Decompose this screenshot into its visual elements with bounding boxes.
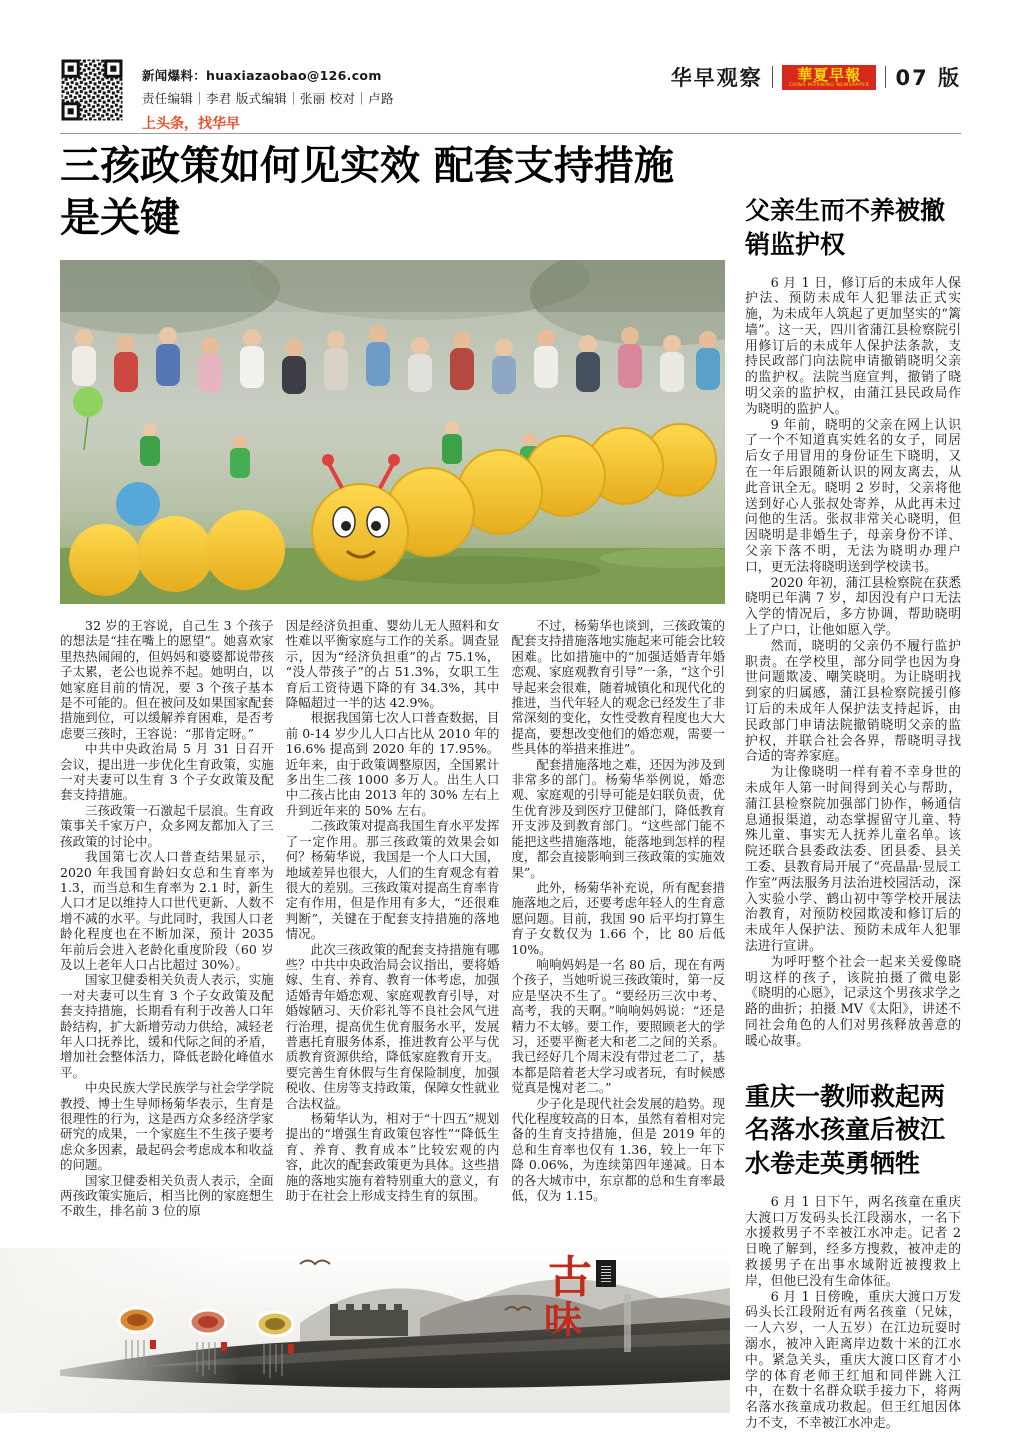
paragraph: 中共中央政治局 5 月 31 日召开会议，提出进一步优化生育政策，实施一对夫妻可以生育 3 个子女政策及配套支持措施。 bbox=[60, 741, 274, 803]
balloon bbox=[73, 387, 103, 417]
paragraph: 此外，杨菊华补充说，所有配套措施落地之后，还要考虑年轻人的生育意愿问题。目前，我国 90 后平均打算生育子女数仅为 1.66 个，比 80 后低 10%。 bbox=[511, 879, 725, 957]
paragraph: 32 岁的王容说，自己生 3 个孩子的想法是“挂在嘴上的愿望”。她喜欢家里热热闹闹的，但妈妈和婆婆都说带孩子太累，老公也说养不起。她明白，以她家庭目前的情况，要 3 个孩子基本是不可能的。但在被问及如果国家配套措施到位，可以缓解养育困难，是否考虑要三孩时，王容说：“那肯定呀。” bbox=[60, 618, 274, 741]
sidebar bbox=[745, 194, 961, 1432]
editors-line: 责任编辑｜李君 版式编辑｜张丽 校对｜卢路 bbox=[142, 91, 394, 106]
paragraph: 为呼吁整个社会一起来关爱像晓明这样的孩子，该院拍摄了微电影《晓明的心愿》，记录这个男孩求学之路的曲折；拍摄 MV《太阳》，讲述不同社会角色的人们对男孩释放善意的暖心故事。 bbox=[745, 954, 961, 1049]
article-column-1 bbox=[60, 618, 274, 1280]
paragraph: 国家卫健委相关负责人表示，实施一对夫妻可以生育 3 个子女政策及配套支持措施，长期看有利于改善人口年龄结构，扩大新增劳动力供给，减轻老年人口抚养比，缓和代际之间的矛盾，增加社会整体活力，降低老龄化峰值水平。 bbox=[60, 972, 274, 1080]
sidebar-article1-title: 父亲生而不养被撤销监护权 bbox=[745, 196, 946, 259]
divider bbox=[885, 66, 886, 88]
paragraph: 国家卫健委相关负责人表示，全面两孩政策实施后，相当比例的家庭想生不敢生，排名前 3 位的原 bbox=[60, 1172, 274, 1219]
paragraph: 6 月 1 日下午，两名孩童在重庆大渡口万发码头长江段溺水，一名下水援救男子不幸被江水冲走。记者 2 日晚了解到，经多方搜救，被冲走的救援男子在出事水域附近被搜救上岸，但他已没有生命体征。 bbox=[745, 1194, 961, 1289]
paragraph: 此次三孩政策的配套支持措施有哪些？中共中央政治局会议指出，要将婚嫁、生育、养育、教育一体考虑，加强适婚青年婚恋观、家庭观教育引导，对婚嫁陋习、天价彩礼等不良社会风气进行治理，提高优生优育服务水平，发展普惠托育服务体系，推进教育公平与优质教育资源供给，降低家庭教育开支。要完善生育休假与生育保险制度，加强税收、住房等支持政策，保障女性就业合法权益。 bbox=[285, 941, 500, 1111]
vertical-caption bbox=[624, 1294, 631, 1352]
slogan-text: 上头条，找华早 bbox=[142, 116, 240, 132]
main-article bbox=[60, 140, 725, 1280]
news-tipline: 新闻爆料：huaxiazaobao@126.com bbox=[142, 68, 382, 83]
contact-block bbox=[142, 66, 394, 133]
section-name: 华早观察 bbox=[670, 66, 763, 90]
paragraph: 配套措施落地之难，还因为涉及到非常多的部门。杨菊华举例说，婚恋观、家庭观的引导可能是妇联负责，优生优育涉及到医疗卫健部门，降低教育开支涉及到教育部门。“这些部门能不能把这些措施落地，能落地到怎样的程度，都会直接影响到三孩政策的实施效果”。 bbox=[511, 756, 725, 880]
article-column-2 bbox=[286, 618, 500, 1280]
qr-code-icon bbox=[60, 58, 124, 122]
brand-row bbox=[671, 62, 961, 92]
sidebar-article2-title: 重庆一教师救起两名落水孩童后被江水卷走英勇牺牲 bbox=[745, 1081, 946, 1179]
masthead-logo bbox=[782, 65, 877, 90]
paragraph: 根据我国第七次人口普查数据，目前 0-14 岁少儿人口占比从 2010 年的 16.6% 提高到 2020 年的 17.95%。近年来，由于政策调整原因，全国累计多出生二孩 1000 多万人。出生人口中二孩占比由 2013 年的 30% 左右上升到近年来的 50% 左右。 bbox=[285, 710, 500, 818]
header-rule bbox=[60, 133, 961, 134]
paragraph: 9 年前，晓明的父亲在网上认识了一个不知道真实姓名的女子，同居后女子用冒用的身份证生下晓明，又在一年后跟随新认识的网友离去，从此音讯全无。晓明 2 岁时，父亲将他送到好心人张叔处寄养，从此再未过问他的生活。张叔非常关心晓明，但因晓明是非婚生子，母亲身份不详、父亲下落不明，无法为晓明办理户口，更无法将晓明送到学校读书。 bbox=[745, 417, 961, 575]
paragraph: 三孩政策一石激起千层浪。生育政策事关千家万户，众多网友都加入了三孩政策的讨论中。 bbox=[60, 802, 274, 849]
seal-stamp bbox=[596, 1260, 616, 1287]
paragraph: 6 月 1 日，修订后的未成年人保护法、预防未成年人犯罪法正式实施，为未成年人筑起了更加坚实的“篱墙”。这一天，四川省蒲江县检察院引用修订后的未成年人保护法条款，支持民政部门向法院申请撤销晓明父亲的监护权。法院当庭宣判，撤销了晓明父亲的监护权，由蒲江县民政局作为晓明的监护人。 bbox=[745, 275, 961, 417]
paragraph: 为让像晓明一样有着不幸身世的未成年人第一时间得到关心与帮助，蒲江县检察院加强部门协作，畅通信息通报渠道，动态掌握留守儿童、特殊儿童、事实无人抚养儿童名单。该院还联合县委政法委、团县委、县关工委、县教育局开展了“亮晶晶·昱辰工作室”两法服务月法治进校园活动，深入实验小学、鹤山初中等学校开展法治教育，对预防校园欺凌和修订后的未成年人保护法、预防未成年人犯罪法进行宣讲。 bbox=[745, 765, 961, 954]
paragraph: 少子化是现代社会发展的趋势。现代化程度较高的日本，虽然有着相对完备的生育支持措施，但是 2019 年的总和生育率也仅有 1.36，较上一年下降 0.06%，为连续第四年递减。日本的各大城市中，东京都的总和生育率最低，仅为 1.15。 bbox=[511, 1095, 725, 1204]
article-column-3 bbox=[511, 618, 725, 1280]
calligraphy-gu: 古 bbox=[548, 1252, 592, 1303]
paragraph: 然而，晓明的父亲仍不履行监护职责。在学校里，部分同学也因为身世问题欺凌、嘲笑晓明。为让晓明找到家的归属感，蒲江县检察院援引修订后的未成年人保护法支持起诉，由民政部门申请法院撤销晓明父亲的监护权，并联合社会各界，帮晓明寻找合适的寄养家庭。 bbox=[745, 638, 961, 765]
sidebar-article2 bbox=[745, 1080, 961, 1432]
paragraph: 杨菊华认为，相对于“十四五”规划提出的“增强生育政策包容性”“降低生育、养育、教育成本”比较宏观的内容，此次的配套政策更为具体。这些措施的落地实施有着特别重大的意义，有助于在社会上形成支持生育的氛围。 bbox=[285, 1111, 500, 1204]
page-header bbox=[60, 58, 961, 130]
masthead-subtitle: CHINA MORNING NEWSPAPER bbox=[788, 82, 870, 88]
paragraph: 中央民族大学民族学与社会学学院教授、博士生导师杨菊华表示，生育是很理性的行为，这是西方众多经济学家研究的成果，一个家庭生不生孩子要考虑众多因素，最起码会考虑成本和收益的问题。 bbox=[60, 1080, 274, 1173]
paragraph: 不过，杨菊华也谈到，三孩政策的配套支持措施落地实施起来可能会比较困难。比如措施中的“加强适婚青年婚恋观、家庭观教育引导”一条，“这个引导起来会很难，随着城镇化和现代化的推进，当代年轻人的观念已经发生了非常深刻的变化，女性受教育程度也大大提高，要想改变他们的婚恋观，需要一些具体的举措来推进”。 bbox=[511, 618, 725, 757]
paragraph: 我国第七次人口普查结果显示，2020 年我国育龄妇女总和生育率为 1.3，而当总和生育率为 2.1 时，新生人口才足以维持人口世代更新、人数不增不减的水平。与此同时，我国人口老龄化程度也在不断加深，预计 2035 年前后会进入老龄化重度阶段（60 岁及以上老年人口占比超过 30%）。 bbox=[60, 849, 274, 972]
paragraph: 响响妈妈是一名 80 后，现在有两个孩子，当她听说三孩政策时，第一反应是坚决不生了。“要经历三次中考、高考，我的天啊。”响响妈妈说：“还是精力不太够。要工作，要照顾老大的学习，还要平衡老大和老二之间的关系。我已经好几个周末没有带过老二了，基本都是陪着老大学习或者玩，有时候感觉真是愧对老二。” bbox=[511, 956, 725, 1096]
article-photo bbox=[60, 260, 725, 604]
paragraph: 6 月 1 日傍晚，重庆大渡口万发码头长江段附近有两名孩童（兄妹，一人六岁，一人五岁）在江边玩耍时溺水，被冲入距离岸边数十米的江水中。紧急关头，重庆大渡口区育才小学的体育老师王红旭和同伴跳入江中，在数十名群众联手接力下，将两名落水孩童成功救起。但王红旭因体力不支，不幸被江水冲走。 bbox=[745, 1289, 961, 1431]
masthead-title: 華夏早報 bbox=[797, 65, 862, 84]
paragraph: 二孩政策对提高我国生育水平发挥了一定作用。那三孩政策的效果会如何？杨菊华说，我国是一个人口大国，地域差异也很大，人们的生育观念有着很大的差别。三孩政策对提高生育率肯定有作用，但是作用有多大，“还很难判断”，关键在于配套支持措施的落地情况。 bbox=[285, 818, 500, 942]
calligraphy-wei: 味 bbox=[544, 1297, 583, 1342]
footer-banner bbox=[0, 1248, 730, 1413]
paragraph: 2020 年初，蒲江县检察院在获悉晓明已年满 7 岁，却因没有户口无法入学的情况后，多方协调，帮助晓明上了户口，让他如愿入学。 bbox=[745, 575, 961, 639]
page-number: 07 版 bbox=[895, 66, 961, 90]
article-body bbox=[60, 618, 725, 1280]
divider bbox=[772, 66, 773, 88]
main-headline: 三孩政策如何见实效 配套支持措施是关键 bbox=[60, 143, 674, 241]
paragraph: 因是经济负担重、婴幼儿无人照料和女性难以平衡家庭与工作的关系。调查显示，因为“经济负担重”的占 75.1%，“没人带孩子”的占 51.3%，女职工生育后工资待遇下降的有 34.3%，其中降幅超过一半的达 42.9%。 bbox=[285, 618, 500, 711]
